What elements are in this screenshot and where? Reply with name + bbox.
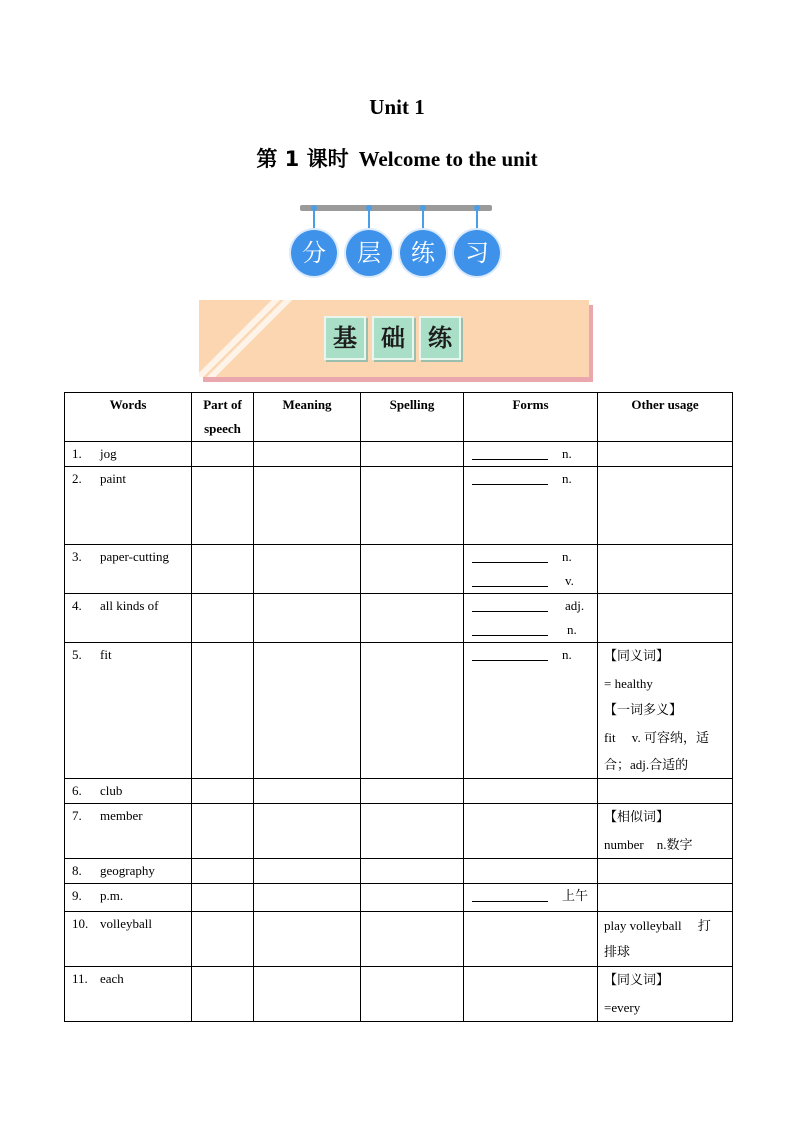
table-row xyxy=(65,804,733,859)
section-title-char: 练 xyxy=(419,316,461,360)
part-of-speech-cell[interactable] xyxy=(192,912,254,967)
lesson-name: Welcome to the unit xyxy=(358,147,538,171)
table-row xyxy=(65,859,733,884)
other-usage-cell xyxy=(598,884,733,912)
form-label: v. xyxy=(565,573,574,588)
header-forms: Forms xyxy=(464,393,598,442)
meaning-cell[interactable] xyxy=(254,804,361,859)
forms-cell[interactable] xyxy=(464,779,598,804)
meaning-cell[interactable] xyxy=(254,912,361,967)
word: member xyxy=(100,808,143,823)
part-of-speech-cell[interactable] xyxy=(192,442,254,467)
word: paint xyxy=(100,471,126,486)
row-number: 5. xyxy=(72,647,82,662)
spelling-cell[interactable] xyxy=(361,594,464,643)
other-usage-cell xyxy=(598,594,733,643)
word: jog xyxy=(100,446,117,461)
practice-badge: 分 xyxy=(291,230,337,276)
form-label: n. xyxy=(562,549,572,564)
section-title-char: 础 xyxy=(372,316,414,360)
spelling-cell[interactable] xyxy=(361,859,464,884)
forms-blank[interactable] xyxy=(472,444,548,460)
part-of-speech-cell[interactable] xyxy=(192,884,254,912)
row-number: 2. xyxy=(72,471,82,486)
forms-cell[interactable] xyxy=(464,859,598,884)
spelling-cell[interactable] xyxy=(361,643,464,779)
word: p.m. xyxy=(100,888,124,903)
row-number: 6. xyxy=(72,783,82,798)
forms-blank[interactable] xyxy=(472,645,548,661)
meaning-cell[interactable] xyxy=(254,967,361,1022)
header-meaning: Meaning xyxy=(254,393,361,442)
meaning-cell[interactable] xyxy=(254,467,361,545)
other-usage-cell xyxy=(598,967,733,1022)
lesson-title xyxy=(0,143,794,173)
forms-blank[interactable] xyxy=(472,620,548,636)
badge-pin xyxy=(311,205,317,211)
table-row xyxy=(65,467,733,545)
other-usage-cell xyxy=(598,643,733,779)
row-number: 3. xyxy=(72,549,82,564)
table-row xyxy=(65,545,733,594)
vocabulary-table xyxy=(64,392,733,1022)
forms-blank[interactable] xyxy=(472,469,548,485)
forms-blank[interactable] xyxy=(472,596,548,612)
other-usage-cell xyxy=(598,442,733,467)
header-spelling: Spelling xyxy=(361,393,464,442)
part-of-speech-cell[interactable] xyxy=(192,859,254,884)
usage-line: 排球 xyxy=(604,945,631,960)
meaning-cell[interactable] xyxy=(254,859,361,884)
part-of-speech-cell[interactable] xyxy=(192,804,254,859)
forms-cell[interactable] xyxy=(464,967,598,1022)
meaning-cell[interactable] xyxy=(254,643,361,779)
row-number: 11. xyxy=(72,971,88,986)
table-row xyxy=(65,779,733,804)
forms-blank[interactable] xyxy=(472,547,548,563)
badge-pin xyxy=(420,205,426,211)
header-part-of-speech: Part of speech xyxy=(192,393,254,442)
other-usage-cell xyxy=(598,859,733,884)
word: volleyball xyxy=(100,916,152,931)
form-label: 上午 xyxy=(562,889,589,904)
unit-title: Unit 1 xyxy=(369,95,425,119)
lesson-number: 第 1 课时 xyxy=(256,147,349,171)
spelling-cell[interactable] xyxy=(361,545,464,594)
row-number: 9. xyxy=(72,888,82,903)
forms-blank[interactable] xyxy=(472,571,548,587)
table-row xyxy=(65,912,733,967)
table-row xyxy=(65,967,733,1022)
part-of-speech-cell[interactable] xyxy=(192,545,254,594)
usage-line: = healthy xyxy=(604,676,653,691)
usage-line: 【同义词】 xyxy=(604,973,670,988)
part-of-speech-cell[interactable] xyxy=(192,594,254,643)
word: each xyxy=(100,971,124,986)
spelling-cell[interactable] xyxy=(361,912,464,967)
badge-pin xyxy=(474,205,480,211)
form-label: n. xyxy=(567,622,577,637)
row-number: 10. xyxy=(72,916,89,931)
part-of-speech-cell[interactable] xyxy=(192,779,254,804)
form-label: n. xyxy=(562,471,572,486)
spelling-cell[interactable] xyxy=(361,467,464,545)
usage-line: number n.数字 xyxy=(604,837,693,852)
form-label: adj. xyxy=(565,598,585,613)
part-of-speech-cell[interactable] xyxy=(192,467,254,545)
meaning-cell[interactable] xyxy=(254,779,361,804)
row-number: 7. xyxy=(72,808,82,823)
other-usage-cell xyxy=(598,804,733,859)
badge-pin xyxy=(366,205,372,211)
usage-line: 合；adj.合适的 xyxy=(604,757,689,772)
row-number: 4. xyxy=(72,598,82,613)
practice-badge: 层 xyxy=(346,230,392,276)
word: all kinds of xyxy=(100,598,159,613)
usage-line: play volleyball 打 xyxy=(604,918,711,933)
table-row xyxy=(65,643,733,779)
forms-blank[interactable] xyxy=(472,886,548,902)
other-usage-cell xyxy=(598,545,733,594)
usage-line: =every xyxy=(604,1000,641,1015)
table-header-row xyxy=(65,393,733,442)
meaning-cell[interactable] xyxy=(254,884,361,912)
usage-line: 【同义词】 xyxy=(604,649,670,664)
other-usage-cell xyxy=(598,467,733,545)
row-number: 8. xyxy=(72,863,82,878)
spelling-cell[interactable] xyxy=(361,967,464,1022)
form-label: n. xyxy=(562,647,572,662)
table-row xyxy=(65,442,733,467)
usage-line: 【一词多义】 xyxy=(604,703,683,718)
other-usage-cell xyxy=(598,779,733,804)
form-label: n. xyxy=(562,446,572,461)
word: geography xyxy=(100,863,155,878)
practice-badge: 习 xyxy=(454,230,500,276)
usage-line: fit v. 可容纳，适 xyxy=(604,730,709,745)
part-of-speech-cell[interactable] xyxy=(192,643,254,779)
section-title-char: 基 xyxy=(324,316,366,360)
table-row xyxy=(65,594,733,643)
practice-badge: 练 xyxy=(400,230,446,276)
spelling-cell[interactable] xyxy=(361,804,464,859)
spelling-cell[interactable] xyxy=(361,779,464,804)
forms-cell[interactable] xyxy=(464,804,598,859)
spelling-cell[interactable] xyxy=(361,884,464,912)
other-usage-cell xyxy=(598,912,733,967)
meaning-cell[interactable] xyxy=(254,442,361,467)
header-words: Words xyxy=(65,393,192,442)
part-of-speech-cell[interactable] xyxy=(192,967,254,1022)
word: fit xyxy=(100,647,112,662)
word: paper-cutting xyxy=(100,549,170,564)
spelling-cell[interactable] xyxy=(361,442,464,467)
header-other-usage: Other usage xyxy=(598,393,733,442)
word: club xyxy=(100,783,123,798)
meaning-cell[interactable] xyxy=(254,545,361,594)
badge-hanger-bar xyxy=(300,205,492,211)
forms-cell[interactable] xyxy=(464,912,598,967)
usage-line: 【相似词】 xyxy=(604,810,670,825)
meaning-cell[interactable] xyxy=(254,594,361,643)
table-row xyxy=(65,884,733,912)
row-number: 1. xyxy=(72,446,82,461)
